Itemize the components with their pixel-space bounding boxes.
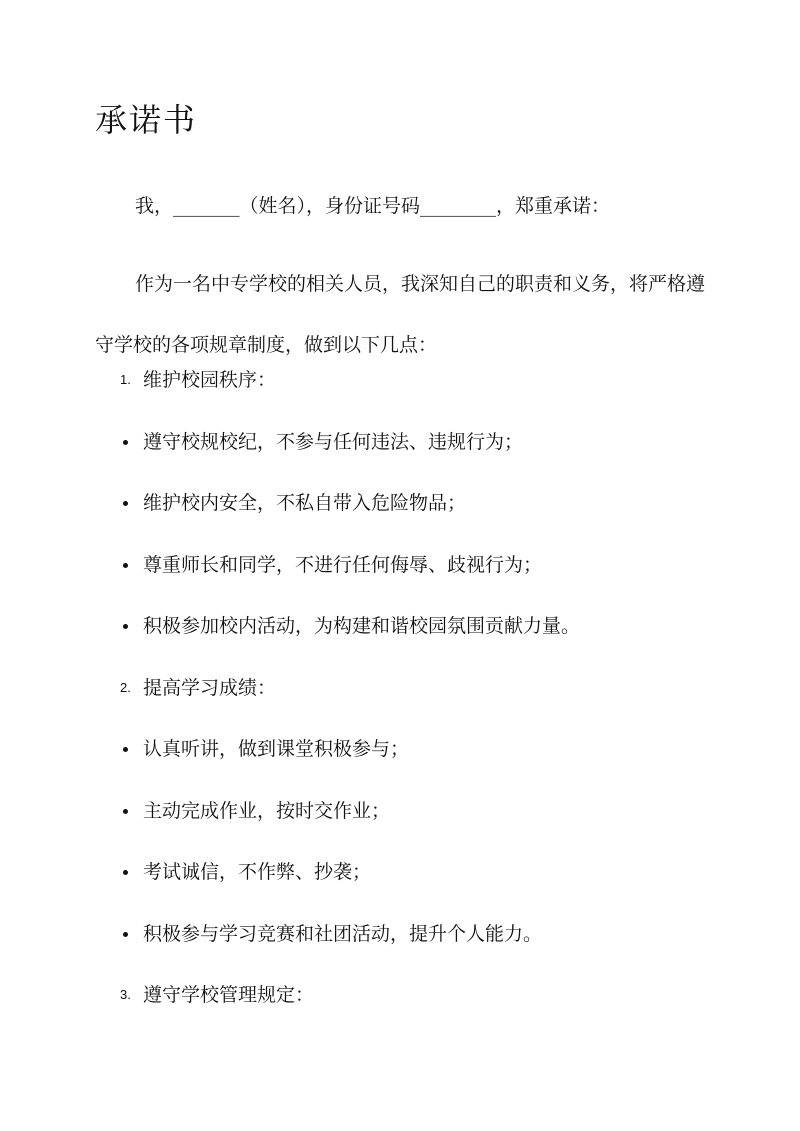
bullet-item — [95, 426, 735, 458]
item-number: 3. — [120, 987, 131, 1002]
document-title: 承诺书 — [95, 101, 198, 139]
bullet-item — [95, 856, 735, 888]
bullet-icon — [123, 563, 128, 568]
bullet-icon — [123, 747, 128, 752]
numbered-item — [95, 672, 735, 704]
item-text: 提高学习成绩： — [143, 676, 277, 699]
item-text: 主动完成作业，按时交作业； — [143, 799, 391, 822]
bullet-item — [95, 918, 735, 950]
item-text: 认真听讲，做到课堂积极参与； — [143, 738, 410, 760]
item-number: 1. — [120, 372, 131, 387]
bullet-icon — [123, 501, 128, 506]
bullet-icon — [123, 870, 128, 875]
numbered-item — [95, 979, 735, 1011]
item-number: 2. — [120, 679, 131, 695]
bullet-item — [95, 795, 735, 827]
item-text: 积极参加校内活动，为构建和谐校园氛围贡献力量。 — [143, 615, 581, 637]
bullet-icon — [123, 624, 128, 629]
preamble-paragraph: 作为一名中专学校的相关人员，我深知自己的职责和义务，将严格遵守学校的各项规章制度，做到以下几点： — [95, 273, 706, 356]
item-text: 尊重师长和同学，不进行任何侮辱、歧视行为； — [143, 553, 543, 576]
item-text: 维护校园秩序： — [143, 369, 277, 391]
item-text: 遵守学校管理规定： — [143, 984, 315, 1006]
bullet-item — [95, 487, 735, 519]
bullet-icon — [123, 440, 128, 445]
bullet-icon — [123, 809, 128, 814]
intro-paragraph: 我，_______（姓名），身份证号码________，郑重承诺： — [135, 195, 611, 217]
bullet-item — [95, 733, 735, 765]
item-text: 积极参与学习竞赛和社团活动，提升个人能力。 — [143, 922, 543, 945]
item-text: 考试诚信，不作弊、抄袭； — [143, 861, 372, 883]
bullet-item — [95, 549, 735, 581]
numbered-item — [95, 364, 735, 396]
bullet-item — [95, 610, 735, 642]
item-text: 维护校内安全，不私自带入危险物品； — [143, 492, 467, 514]
bullet-icon — [123, 932, 128, 937]
item-text: 遵守校规校纪，不参与任何违法、违规行为； — [143, 430, 524, 453]
